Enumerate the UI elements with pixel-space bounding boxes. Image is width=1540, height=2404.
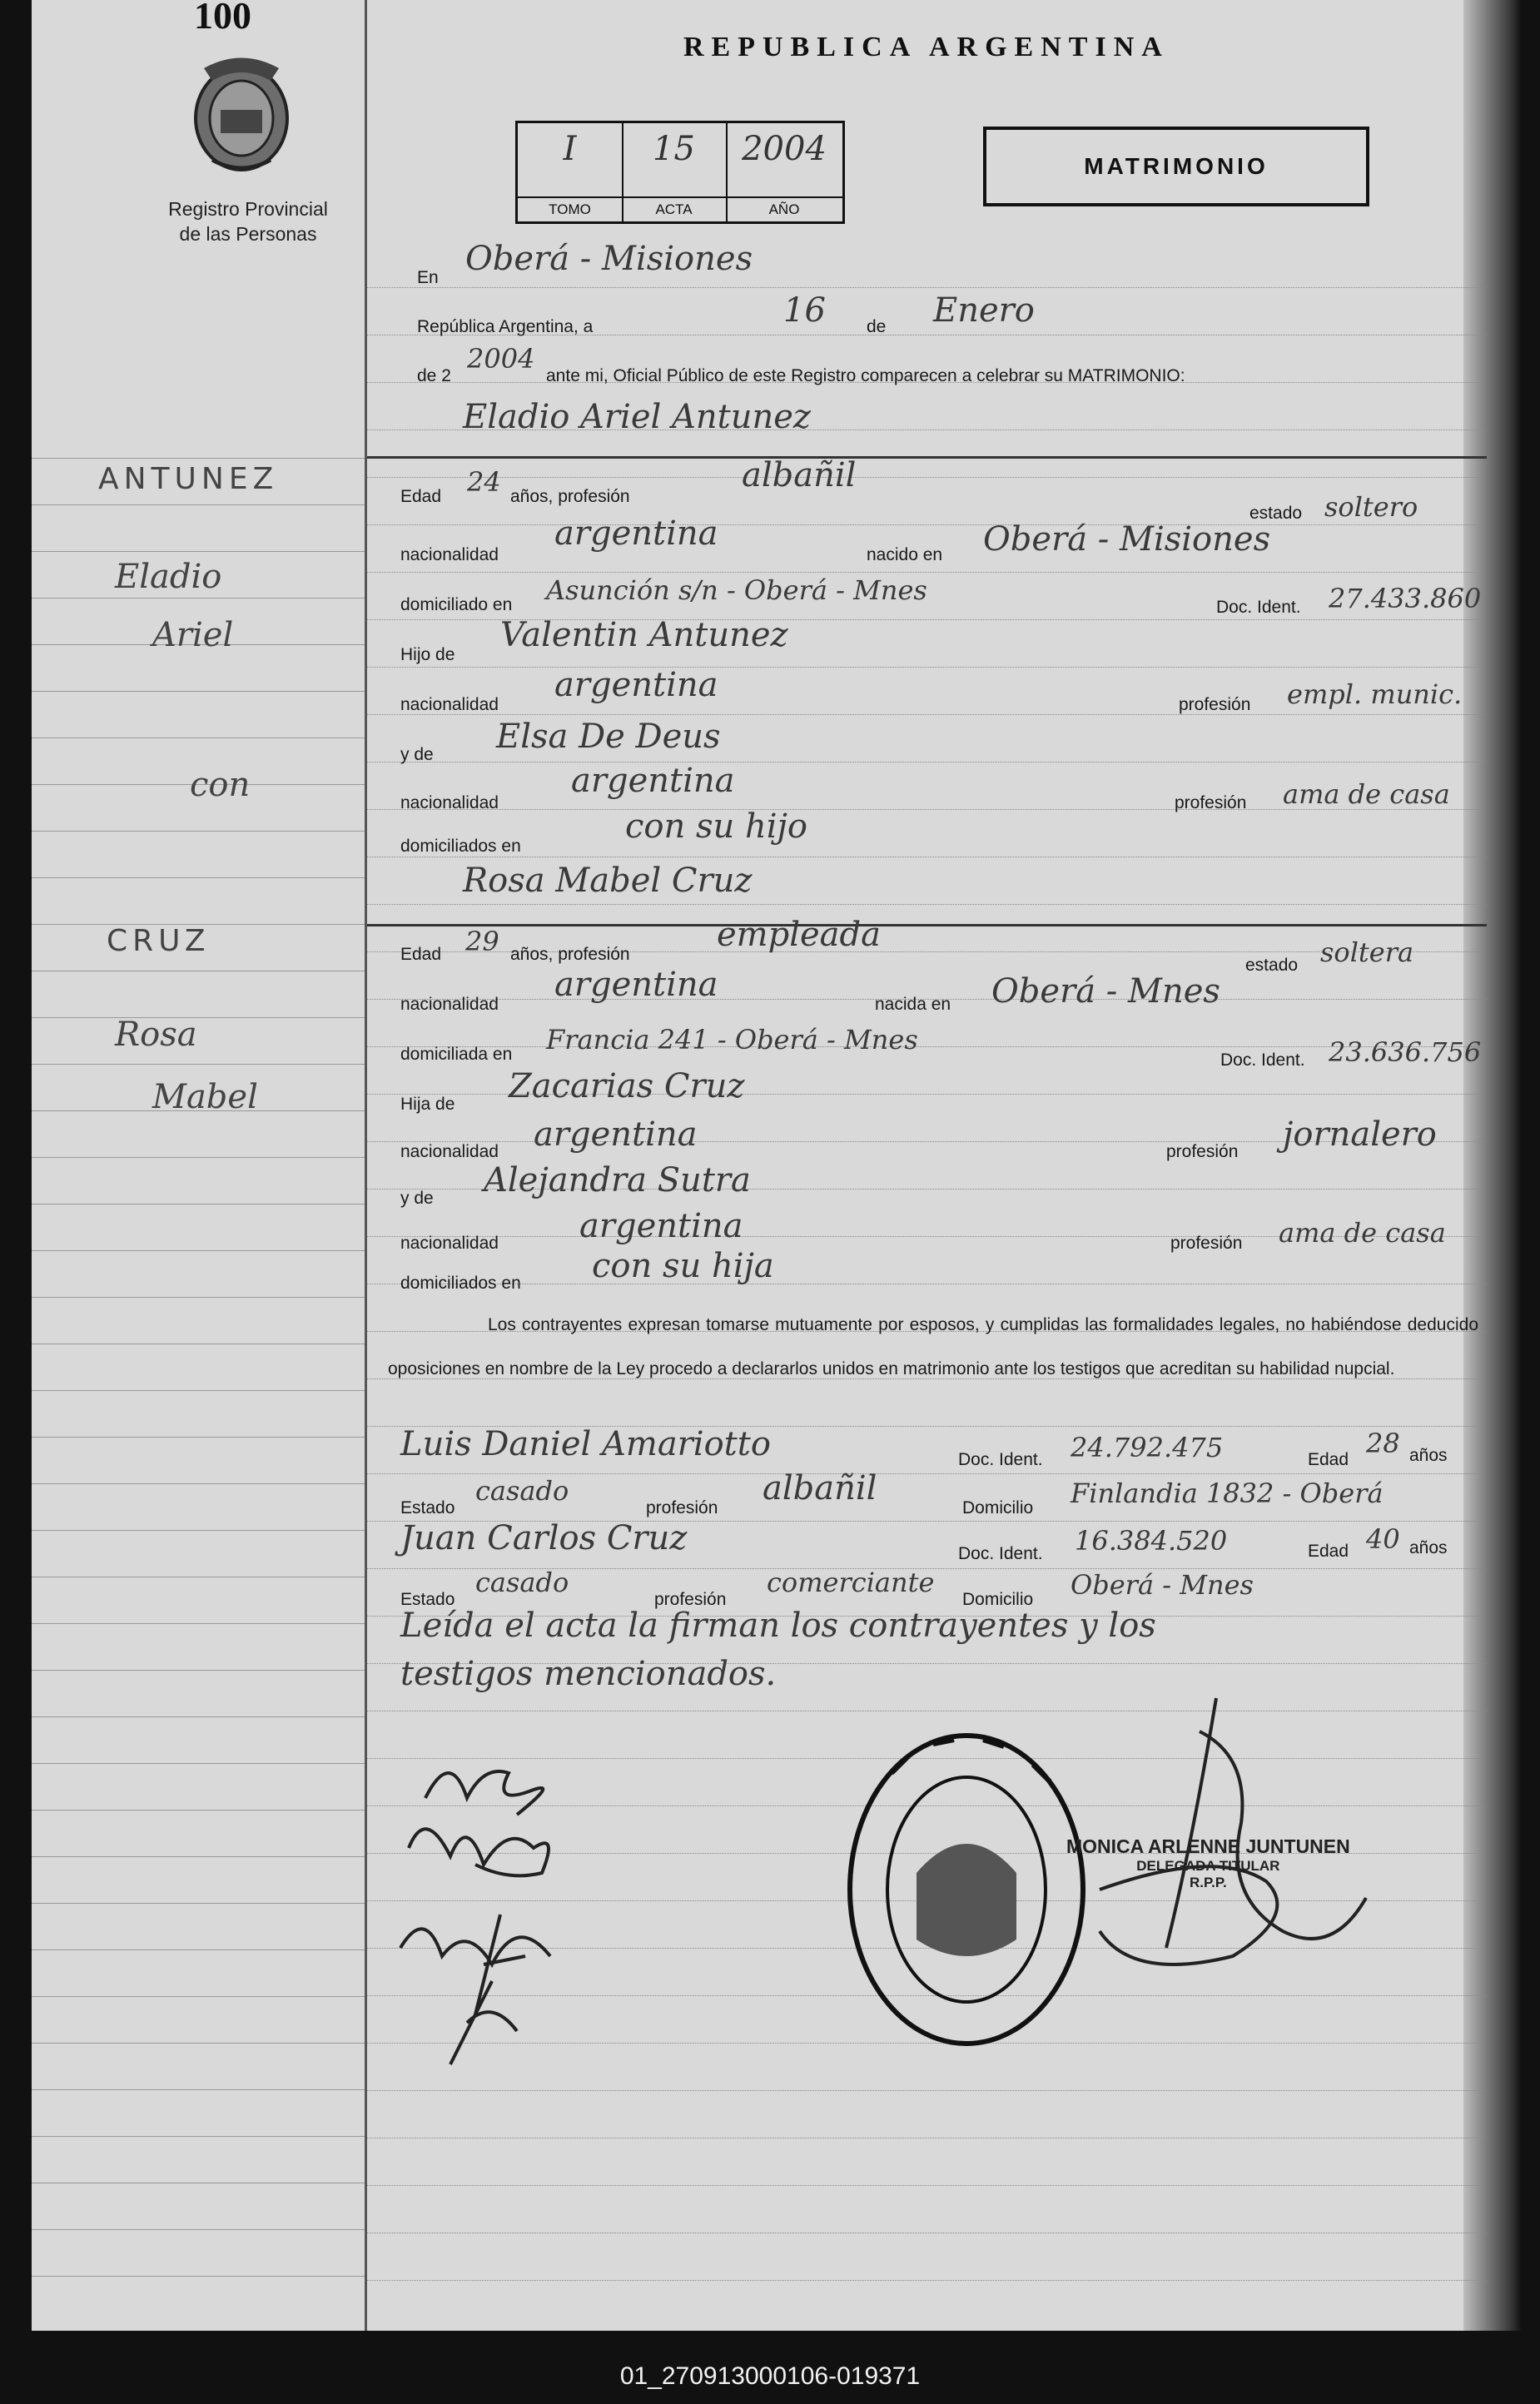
bride-madre-nac-label: nacionalidad [400,1234,499,1253]
witness-2-doc: 16.384.520 [1075,1525,1228,1557]
witness-2-prof-label: profesión [654,1590,727,1609]
form-dotted-line [367,477,1487,478]
bride-padre-nac: argentina [534,1115,698,1154]
margin-ruled-line [32,1716,365,1717]
margin-bride-surname: CRUZ [107,924,211,958]
groom-anos-label: años, profesión [510,487,630,506]
margin-con: con [190,766,251,804]
anio-value: 2004 [742,130,827,168]
witness-1-edad-label: Edad [1308,1450,1349,1469]
groom-domicilio: Asunción s/n - Oberá - Mnes [546,574,927,606]
registry-name [132,196,365,246]
bride-nac-label: nacionalidad [400,995,499,1014]
witness-2-estado: casado [475,1567,569,1598]
margin-ruled-line [32,458,365,459]
margin-ruled-line [32,1763,365,1764]
witness-2-prof: comerciante [767,1567,935,1598]
groom-doc-label: Doc. Ident. [1216,598,1301,617]
margin-ruled-line [32,1390,365,1391]
bride-anos-label: años, profesión [510,945,630,964]
footer-id: 01_270913000106-019371 [619,2362,921,2390]
bride-madre: Alejandra Sutra [484,1161,751,1200]
bride-profesion: empleada [717,916,881,954]
witness-2-estado-label: Estado [400,1590,455,1609]
matrimonio-box [983,127,1369,206]
margin-ruled-line [32,1064,365,1065]
witness-1-name: Luis Daniel Amariotto [400,1425,771,1463]
margin-ruled-line [32,1856,365,1857]
section-rule [367,456,1487,459]
form-dotted-line [367,287,1487,288]
bride-edad-label: Edad [400,945,442,964]
comparecen-label: ante mi, Oficial Público de este Registro comparecen a celebrar su MATRIMONIO: [546,366,1185,385]
groom-fullname: Eladio Ariel Antunez [463,398,812,436]
witness-2-edad: 40 [1366,1523,1400,1555]
witness-2-doc-label: Doc. Ident. [958,1544,1043,1563]
margin-ruled-line [32,1017,365,1018]
margin-ruled-line [32,1483,365,1484]
declaration-text: Los contrayentes expresan tomarse mutuamente por esposos, y cumplidas las formalidades legales, no habiéndose deducido oposiciones en nombre de la Ley procedo a declararlos unidos en matrimonio ante los testigos que acreditan su habilidad nupcial. [388,1315,1478,1378]
form-dotted-line [367,524,1487,525]
margin-ruled-line [32,598,365,599]
margin-ruled-line [32,831,365,832]
form-dotted-line [367,2280,1487,2281]
margin-ruled-line [32,551,365,552]
margin-ruled-line [32,2136,365,2137]
witness-1-dom-label: Domicilio [962,1498,1034,1517]
en-label: En [417,268,439,287]
witness-2-name: Juan Carlos Cruz [400,1519,688,1557]
margin-ruled-line [32,691,365,692]
witness-1-doc-label: Doc. Ident. [958,1450,1043,1469]
groom-nacionalidad: argentina [554,514,718,553]
witness-2-edad-label: Edad [1308,1542,1349,1561]
margin-ruled-line [32,2276,365,2277]
bride-nacionalidad: argentina [554,966,718,1004]
bride-doc: 23.636.756 [1329,1036,1482,1068]
margin-ruled-line [32,2089,365,2090]
margin-ruled-line [32,504,365,505]
page-number: 100 [194,0,251,37]
bride-padre: Zacarias Cruz [509,1067,745,1105]
bride-nacida: Oberá - Mnes [991,972,1220,1011]
year-value: 2004 [467,343,535,375]
groom-padre-nac-label: nacionalidad [400,695,499,714]
bride-padre-prof: jornalero [1283,1115,1437,1154]
groom-edad-label: Edad [400,487,442,506]
coat-of-arms-icon [187,52,296,176]
groom-nac-label: nacionalidad [400,545,499,564]
day-value: 16 [783,291,826,330]
groom-domiciliados-label: domiciliados en [400,837,521,856]
official-name: MONICA ARLENNE JUNTUNEN [1066,1835,1350,1857]
groom-padre-nac: argentina [554,666,718,704]
groom-padre-prof-label: profesión [1179,695,1251,714]
witness-1-anos-label: años [1409,1446,1448,1465]
groom-madre-nac: argentina [571,762,735,800]
margin-ruled-line [32,1623,365,1624]
groom-hijo-label: Hijo de [400,645,455,664]
place-value: Oberá - Misiones [465,240,753,278]
margin-ruled-line [32,1670,365,1671]
margin-ruled-line [32,2229,365,2230]
form-dotted-line [367,1473,1487,1474]
groom-padre-prof: empl. munic. [1287,678,1463,710]
year-prefix-label: de 2 [417,366,451,385]
margin-ruled-line [32,1437,365,1438]
bride-domiciliados-label: domiciliados en [400,1274,521,1293]
document-title: REPUBLICA ARGENTINA [683,32,1170,62]
acta-value: 15 [653,130,695,168]
groom-yde-label: y de [400,745,434,764]
bride-domiciliados: con su hija [592,1247,774,1285]
de-label: de [867,317,887,336]
groom-edad: 24 [467,466,501,498]
form-dotted-line [367,904,1487,905]
margin-ruled-line [32,1250,365,1251]
margin-ruled-line [32,1530,365,1531]
tomo-value: I [563,130,577,168]
margin-ruled-line [32,1157,365,1158]
witness-2-dom: Oberá - Mnes [1071,1569,1254,1601]
closing-line-2: testigos mencionados. [400,1655,777,1693]
main-form [367,0,1487,2331]
groom-nacido: Oberá - Misiones [983,520,1271,559]
bride-yde-label: y de [400,1189,434,1208]
bride-madre-nac: argentina [579,1207,743,1245]
registry-line-2: de las Personas [179,223,317,245]
section-rule [367,924,1487,926]
form-dotted-line [367,667,1487,668]
doc-type-label: MATRIMONIO [1084,153,1269,179]
closing-line-1: Leída el acta la firman los contrayentes y los [400,1607,1156,1645]
witness-1-estado-label: Estado [400,1498,455,1517]
margin-groom-given-1: Eladio [115,558,222,596]
witness-1-estado: casado [475,1475,569,1507]
margin-bride-given-1: Rosa [115,1016,197,1054]
bride-padre-nac-label: nacionalidad [400,1142,499,1161]
acta-label: ACTA [622,196,726,221]
witness-2-dom-label: Domicilio [962,1590,1034,1609]
bride-edad: 29 [465,926,499,957]
witness-1-dom: Finlandia 1832 - Oberá [1071,1478,1384,1509]
document-page [32,0,1522,2331]
bride-hija-label: Hija de [400,1095,455,1114]
margin-groom-given-2: Ariel [152,616,234,654]
tomo-label: TOMO [518,196,622,221]
groom-padre: Valentin Antunez [500,616,788,654]
groom-madre-prof: ama de casa [1283,778,1450,810]
witness-1-doc: 24.792.475 [1071,1432,1224,1463]
margin-ruled-line [32,1297,365,1298]
margin-groom-surname: ANTUNEZ [98,462,279,496]
official-signature [1050,1681,1399,1998]
groom-nacido-label: nacido en [867,545,943,564]
margin-bride-given-2: Mabel [152,1078,258,1116]
bride-estado-label: estado [1245,956,1299,975]
bride-domicilio: Francia 241 - Oberá - Mnes [546,1024,918,1055]
witness-2-anos-label: años [1409,1538,1448,1557]
groom-estado: soltero [1324,491,1418,523]
margin-ruled-line [32,1903,365,1904]
anio-cell [726,123,842,221]
groom-profesion: albañil [742,456,857,494]
groom-dom-label: domiciliado en [400,595,513,614]
bride-padre-prof-label: profesión [1166,1142,1239,1161]
bride-nacida-label: nacida en [875,995,951,1014]
form-dotted-line [367,714,1487,715]
bride-madre-prof: ama de casa [1279,1217,1446,1249]
month-value: Enero [933,291,1035,330]
margin-ruled-line [32,2043,365,2044]
official-title: DELEGADA TITULAR [1136,1858,1280,1874]
contrayentes-signatures [392,1748,609,2098]
republica-label: República Argentina, a [417,317,594,336]
form-dotted-line [367,1046,1487,1047]
margin-ruled-line [32,877,365,878]
form-dotted-line [367,2185,1487,2186]
anio-label: AÑO [726,196,842,221]
official-org: R.P.P. [1190,1875,1227,1890]
margin-column [32,0,367,2331]
bride-madre-prof-label: profesión [1170,1234,1243,1253]
bride-dom-label: domiciliada en [400,1045,513,1064]
bride-estado: soltera [1320,936,1414,968]
form-dotted-line [367,572,1487,573]
registry-line-1: Registro Provincial [168,198,328,220]
record-box [515,121,845,224]
groom-madre: Elsa De Deus [496,718,721,756]
bride-fullname: Rosa Mabel Cruz [463,862,753,900]
groom-domiciliados: con su hijo [625,807,808,846]
witness-1-prof: albañil [763,1469,877,1507]
margin-ruled-line [32,1996,365,1997]
groom-doc: 27.433.860 [1329,583,1482,614]
witness-1-edad: 28 [1366,1428,1400,1459]
groom-madre-prof-label: profesión [1175,793,1247,812]
groom-madre-nac-label: nacionalidad [400,793,499,812]
groom-estado-label: estado [1249,504,1303,523]
acta-cell [622,123,728,221]
tomo-cell [518,123,623,221]
witness-1-prof-label: profesión [646,1498,718,1517]
bride-doc-label: Doc. Ident. [1220,1051,1305,1070]
